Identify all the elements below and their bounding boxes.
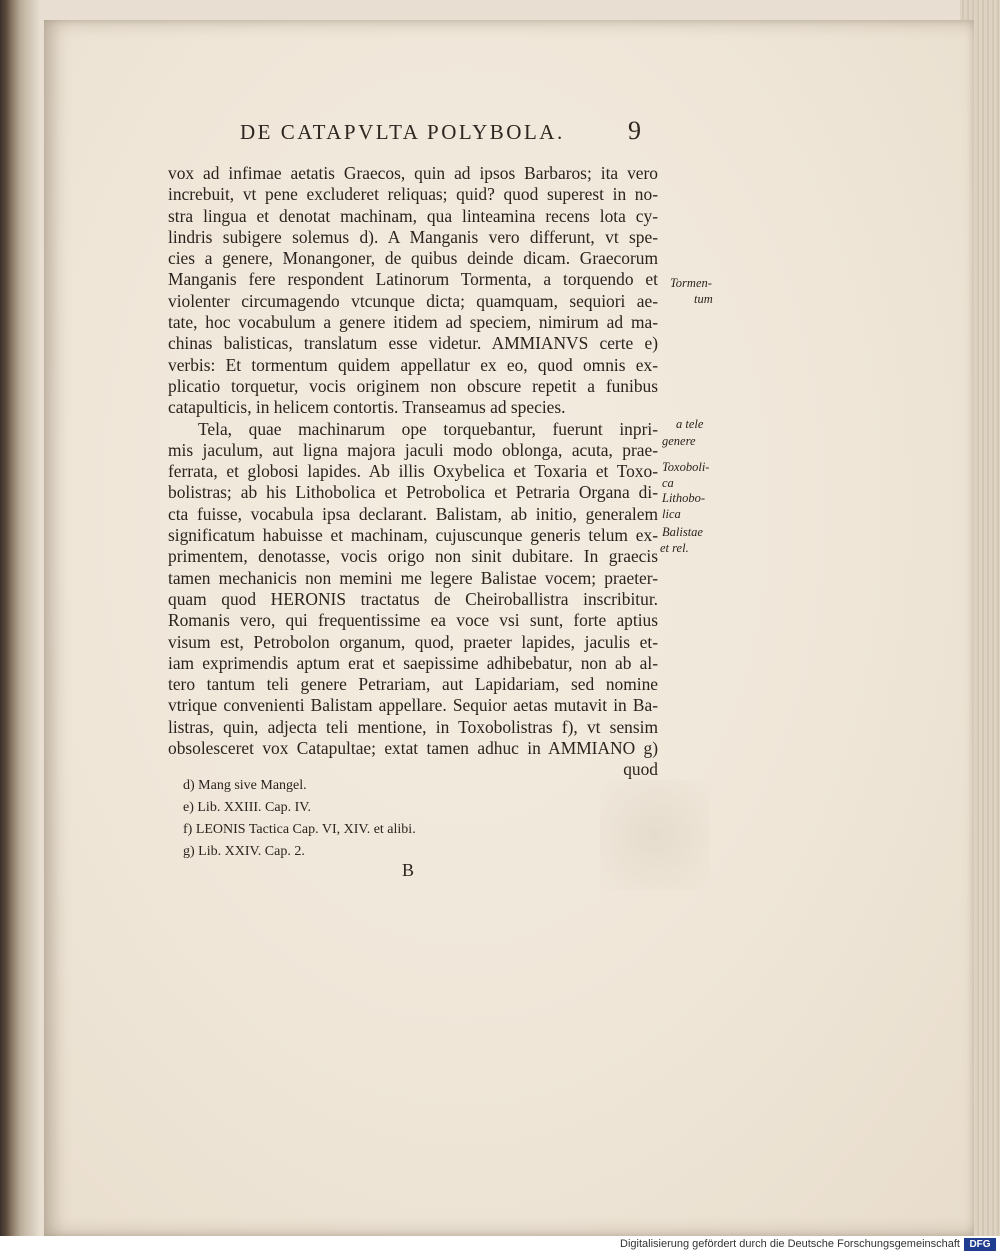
- dfg-logo: DFG: [964, 1238, 996, 1251]
- footnote: e) Lib. XXIII. Cap. IV.: [183, 800, 312, 815]
- footnote: f) LEONIS Tactica Cap. VI, XIV. et alibi.: [183, 822, 416, 837]
- footnote: g) Lib. XXIV. Cap. 2.: [183, 844, 305, 859]
- body-line: Manganis fere respondent Latinorum Tormenta, a torquendo et: [168, 269, 658, 290]
- body-line: violenter circumagendo vtcunque dicta; quamquam, sequiori ae-: [168, 290, 658, 311]
- body-line: tamen mechanicis non memini me legere Balistae vocem; praeter-: [168, 567, 658, 588]
- margin-note: Lithobo-: [662, 491, 706, 505]
- body-line: vox ad infimae aetatis Graecos, quin ad ipsos Barbaros; ita vero: [168, 163, 658, 183]
- margin-note: a tele: [676, 417, 704, 431]
- body-line: Romanis vero, qui frequentissime ea voce vsi sunt, forte aptius: [168, 610, 658, 631]
- body-line: mis jaculum, aut ligna majora jaculi modo oblonga, acuta, prae-: [168, 439, 658, 460]
- show-through-stain: [600, 780, 710, 890]
- body-line: plicatio torquetur, vocis originem non obscure repetit a funibus: [168, 375, 658, 396]
- body-line: significatum habuisse et machinam, cujuscunque generis telum ex-: [168, 525, 658, 546]
- margin-note: Toxoboli-: [662, 460, 710, 474]
- body-line: cies a genere, Monangoner, de quibus deinde dicam. Graecorum: [168, 248, 658, 269]
- running-head: DE CATAPVLTA POLYBOLA.: [240, 120, 565, 144]
- body-line: bolistras; ab his Lithobolica et Petrobolica et Petraria Organa di-: [168, 482, 658, 503]
- body-line: chinas balisticas, translatum esse videtur. AMMIANVS certe e): [168, 333, 658, 354]
- margin-note: lica: [662, 507, 681, 521]
- catchword: quod: [623, 759, 658, 780]
- body-line: visum est, Petrobolon organum, quod, praeter lapides, jaculis et-: [168, 631, 658, 652]
- margin-note: tum: [694, 292, 713, 306]
- signature-mark: B: [402, 860, 415, 880]
- margin-note: Tormen-: [670, 276, 712, 290]
- margin-note: Balistae: [662, 525, 703, 539]
- body-line: catapulticis, in helicem contortis. Transeamus ad species.: [168, 397, 566, 418]
- body-line: Tela, quae machinarum ope torquebantur, fuerunt inpri-: [198, 418, 658, 439]
- footnotes: [183, 775, 583, 863]
- body-line: iam exprimendis aptum erat et saepissime adhibebatur, non ab al-: [168, 652, 658, 673]
- footnote: d) Mang sive Mangel.: [183, 778, 307, 793]
- body-line: tero tantum teli genere Petrariam, aut Lapidariam, sed nomine: [168, 674, 658, 695]
- body-line: stra lingua et denotat machinam, qua linteamina recens lota cy-: [168, 205, 658, 226]
- body-line: vtrique convenienti Balistam appellare. Sequior aetas mutavit in Ba-: [168, 695, 658, 716]
- body-line: tate, hoc vocabulum a genere itidem ad speciem, nimirum ad ma-: [168, 312, 658, 333]
- body-line: primentem, denotasse, vocis origo non sinit dubitare. In graecis: [168, 546, 658, 567]
- body-text: [168, 163, 658, 781]
- body-line: quam quod HERONIS tractatus de Cheiroballistra inscribitur.: [168, 588, 658, 609]
- margin-note: genere: [662, 434, 696, 448]
- body-line: obsolesceret vox Catapultae; extat tamen adhuc in AMMIANO g): [168, 738, 658, 759]
- body-line: cta fuisse, vocabula ipsa declarant. Balistam, ab initio, generalem: [168, 503, 658, 524]
- body-line: ferrata, et globosi lapides. Ab illis Oxybelica et Toxaria et Toxo-: [168, 461, 658, 482]
- body-line: lindris subigere solemus d). A Manganis vero differunt, vt spe-: [168, 226, 658, 247]
- body-line: verbis: Et tormentum quidem appellatur ex eo, quod omnis ex-: [168, 354, 658, 375]
- footer-credit: Digitalisierung gefördert durch die Deutsche Forschungsgemeinschaft: [620, 1238, 960, 1250]
- page-number: 9: [628, 116, 641, 145]
- body-line: increbuit, vt pene excluderet reliquas; quid? quod superest in no-: [168, 184, 658, 205]
- margin-note: ca: [662, 476, 674, 490]
- margin-note: et rel.: [660, 541, 689, 555]
- body-line: listras, quin, adjecta teli mentione, in Toxobolistras f), vt sensim: [168, 716, 658, 737]
